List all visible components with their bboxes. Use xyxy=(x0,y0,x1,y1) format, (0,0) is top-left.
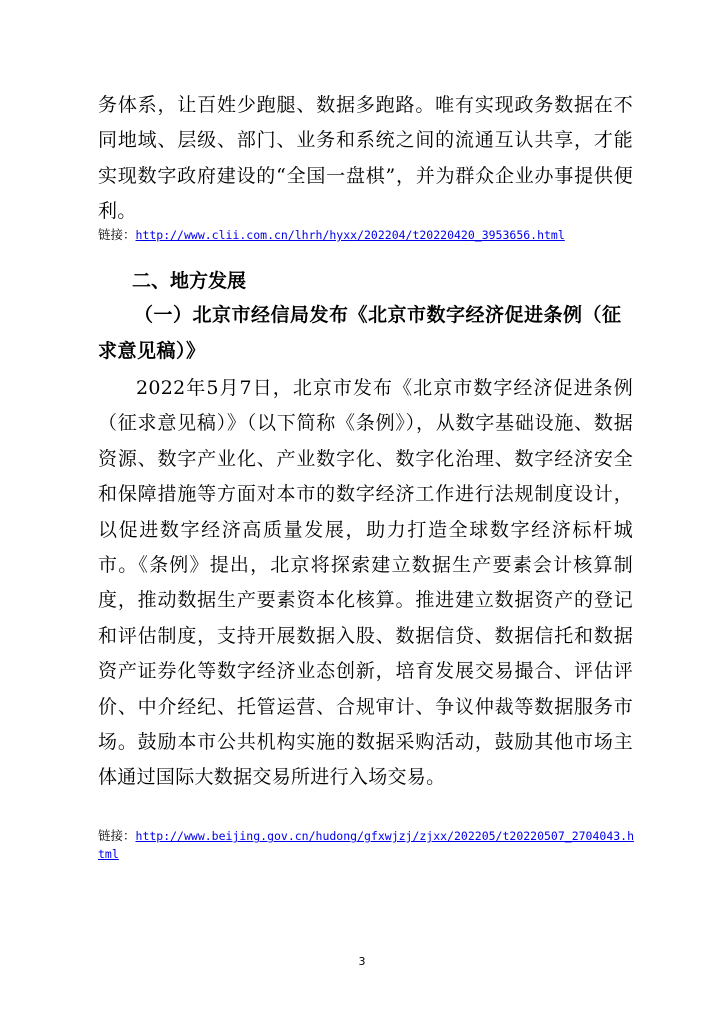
source-link[interactable]: http://www.clii.com.cn/lhrh/hyxx/202204/t20220420_3953656.html xyxy=(135,228,565,242)
body-paragraph: 2022年5月7日，北京市发布《北京市数字经济促进条例（征求意见稿）》（以下简称《条例》），从数字基础设施、数据资源、数字产业化、产业数字化、数字化治理、数字经济安全和保障措施等方面对本市的数字经济工作进行法规制度设计，以促进数字经济高质量发展，助力打造全球数字经济标杆城市。《条例》提出，北京将探索建立数据生产要素会计核算制度，推动数据生产要素资本化核算。推进建立数据资产的登记和评估制度，支持开展数据入股、数据信贷、数据信托和数据资产证券化等数字经济业态创新，培育发展交易撮合、评估评价、中介经纪、托管运营、合规审计、争议仲裁等数据服务市场。鼓励本市公共机构实施的数据采购活动，鼓励其他市场主体通过国际大数据交易所进行入场交易。 xyxy=(98,377,633,789)
link-label: 链接： xyxy=(98,828,136,843)
page-number: 3 xyxy=(358,955,366,968)
source-link[interactable]: http://www.beijing.gov.cn/hudong/gfxwjzj/zjxx/202205/t20220507_2704043.html xyxy=(98,829,635,861)
subsection-heading: （一）北京市经信局发布《北京市数字经济促进条例（征求意见稿）》 xyxy=(98,304,622,362)
continued-paragraph: 务体系，让百姓少跑腿、数据多跑路。唯有实现政务数据在不同地域、层级、部门、业务和系统之间的流通互认共享，才能实现数字政府建设的“全国一盘棋”，并为群众企业办事提供便利。 xyxy=(98,94,633,223)
link-line-1 xyxy=(98,226,638,244)
link-line-2 xyxy=(98,827,638,863)
section-heading: 二、地方发展 xyxy=(132,270,247,292)
link-label: 链接： xyxy=(98,227,136,242)
